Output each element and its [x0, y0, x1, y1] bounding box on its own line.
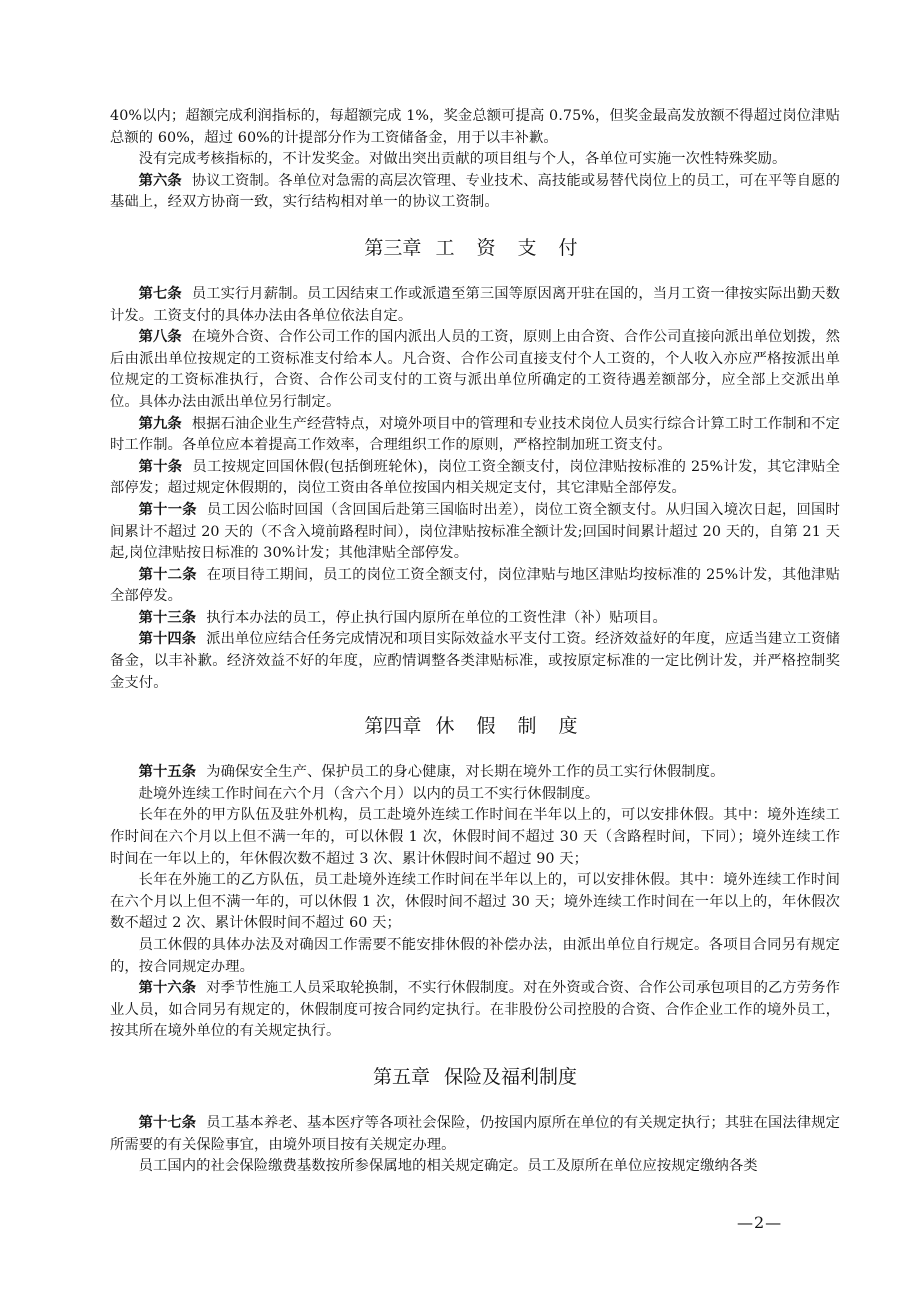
article-label: 第七条: [138, 285, 182, 302]
article-label: 第十四条: [138, 631, 197, 648]
article-label: 第九条: [138, 415, 182, 432]
article-text: 员工按规定回国休假(包括倒班轮休)，岗位工资全额支付，岗位津贴按标准的 25%计发，其它津贴全部停发；超过规定休假期的，岗位工资由各单位按国内相关规定支付，其它津贴全部停发。: [110, 458, 840, 497]
paragraph: 员工休假的具体办法及对确因工作需要不能安排休假的补偿办法，由派出单位自行规定。各项目合同另有规定的，按合同规定办理。: [110, 937, 840, 975]
paragraph: 长年在外的甲方队伍及驻外机构，员工赴境外连续工作时间在半年以上的，可以安排休假。其中：境外连续工作时间在六个月以上但不满一年的，可以休假 1 次，休假时间不超过 30 天（含路程时间，下同）；境外连续工作时间在一年以上的，年休假次数不超过 3 次、累计休假时间不超过 90 天；: [110, 807, 840, 867]
chapter-number: 第四章: [364, 715, 422, 738]
article-text: 协议工资制。各单位对急需的高层次管理、专业技术、高技能或易替代岗位上的员工，可在平等自愿的基础上，经双方协商一致，实行结构相对单一的协议工资制。: [110, 172, 840, 211]
chapter-5-heading: [110, 1063, 840, 1091]
article-label: 第十一条: [138, 501, 197, 518]
article-15: [110, 762, 840, 784]
article-10: [110, 457, 840, 500]
article-16: [110, 978, 840, 1043]
article-8: [110, 327, 840, 413]
article-text: 执行本办法的员工，停止执行国内原所在单位的工资性津（补）贴项目。: [206, 609, 667, 626]
article-text: 为确保安全生产、保护员工的身心健康，对长期在境外工作的员工实行休假制度。: [206, 764, 725, 781]
article-9: [110, 414, 840, 457]
chapter-title: 保险及福利制度: [444, 1065, 578, 1088]
article-text: 员工实行月薪制。员工因结束工作或派遣至第三国等原因离开驻在国的，当月工资一律按实际出勤天数计发。工资支付的具体办法由各单位依法自定。: [110, 285, 840, 324]
article-text: 在境外合资、合作公司工作的国内派出人员的工资，原则上由合资、合作公司直接向派出单位划拨，然后由派出单位按规定的工资标准支付给本人。凡合资、合作公司直接支付个人工资的，个人收入亦应严格按派出单位规定的工资标准执行，合资、合作公司支付的工资与派出单位所确定的工资待遇差额部分，应全部上交派出单位。具体办法由派出单位另行制定。: [110, 329, 840, 410]
article-label: 第十三条: [138, 609, 197, 626]
article-label: 第八条: [138, 329, 182, 346]
article-14: [110, 629, 840, 694]
article-text: 派出单位应结合任务完成情况和项目实际效益水平支付工资。经济效益好的年度，应适当建立工资储备金，以丰补歉。经济效益不好的年度，应酌情调整各类津贴标准，或按原定标准的一定比例计发，并严格控制奖金支付。: [110, 631, 840, 691]
article-label: 第六条: [138, 172, 182, 189]
page-number: —2—: [737, 1213, 783, 1232]
paragraph: 没有完成考核指标的，不计发奖金。对做出突出贡献的项目组与个人，各单位可实施一次性特殊奖励。: [138, 151, 787, 168]
article-7: [110, 284, 840, 327]
article-text: 员工因公临时回国（含回国后赴第三国临时出差），岗位工资全额支付。从归国入境次日起，回国时间累计不超过 20 天的（不含入境前路程时间），岗位津贴按标准全额计发;回国时间累计超过 20 天的，自第 21 天起,岗位津贴按日标准的 30%计发；其他津贴全部停发。: [110, 501, 840, 562]
article-text: 在项目待工期间，员工的岗位工资全额支付，岗位津贴与地区津贴均按标准的 25%计发，其他津贴全部停发。: [110, 566, 840, 605]
article-label: 第十七条: [138, 1114, 197, 1131]
article-label: 第十五条: [138, 764, 197, 781]
chapter-title: 休 假 制 度: [435, 715, 586, 738]
document-page: [110, 106, 840, 1178]
article-13: [110, 608, 840, 630]
paragraph: 长年在外施工的乙方队伍，员工赴境外连续工作时间在半年以上的，可以安排休假。其中：境外连续工作时间在六个月以上但不满一年的，可以休假 1 次，休假时间不超过 30 天；境外连续工作时间在一年以上的，年休假次数不超过 2 次、累计休假时间不超过 60 天；: [110, 872, 840, 932]
article-label: 第十二条: [138, 566, 197, 583]
chapter-title: 工 资 支 付: [435, 236, 586, 259]
article-text: 对季节性施工人员采取轮换制，不实行休假制度。对在外资或合资、合作公司承包项目的乙方劳务作业人员，如合同另有规定的，休假制度可按合同约定执行。在非股份公司控股的合资、合作企业工作的境外员工，按其所在境外单位的有关规定执行。: [110, 980, 840, 1040]
article-11: [110, 500, 840, 565]
article-label: 第十六条: [138, 980, 197, 997]
article-label: 第十条: [138, 458, 183, 475]
chapter-3-heading: [110, 234, 840, 262]
chapter-number: 第五章: [372, 1065, 430, 1088]
article-12: [110, 565, 840, 608]
article-text: 员工基本养老、基本医疗等各项社会保险，仍按国内原所在单位的有关规定执行；其驻在国法律规定所需要的有关保险事宜，由境外项目按有关规定办理。: [110, 1114, 840, 1153]
chapter-number: 第三章: [364, 236, 422, 259]
article-6: [110, 171, 840, 214]
paragraph: 员工国内的社会保险缴费基数按所参保属地的相关规定确定。员工及原所在单位应按规定缴纳各类: [138, 1158, 758, 1175]
paragraph: 40%以内；超额完成利润指标的，每超额完成 1%，奖金总额可提高 0.75%，但奖金最高发放额不得超过岗位津贴总额的 60%，超过 60%的计提部分作为工资储备金，用于以丰补歉。: [110, 108, 840, 146]
article-text: 根据石油企业生产经营特点，对境外项目中的管理和专业技术岗位人员实行综合计算工时工作制和不定时工作制。各单位应本着提高工作效率，合理组织工作的原则，严格控制加班工资支付。: [110, 415, 840, 454]
article-17: [110, 1113, 840, 1156]
paragraph: 赴境外连续工作时间在六个月（含六个月）以内的员工不实行休假制度。: [138, 785, 600, 802]
chapter-4-heading: [110, 712, 840, 740]
